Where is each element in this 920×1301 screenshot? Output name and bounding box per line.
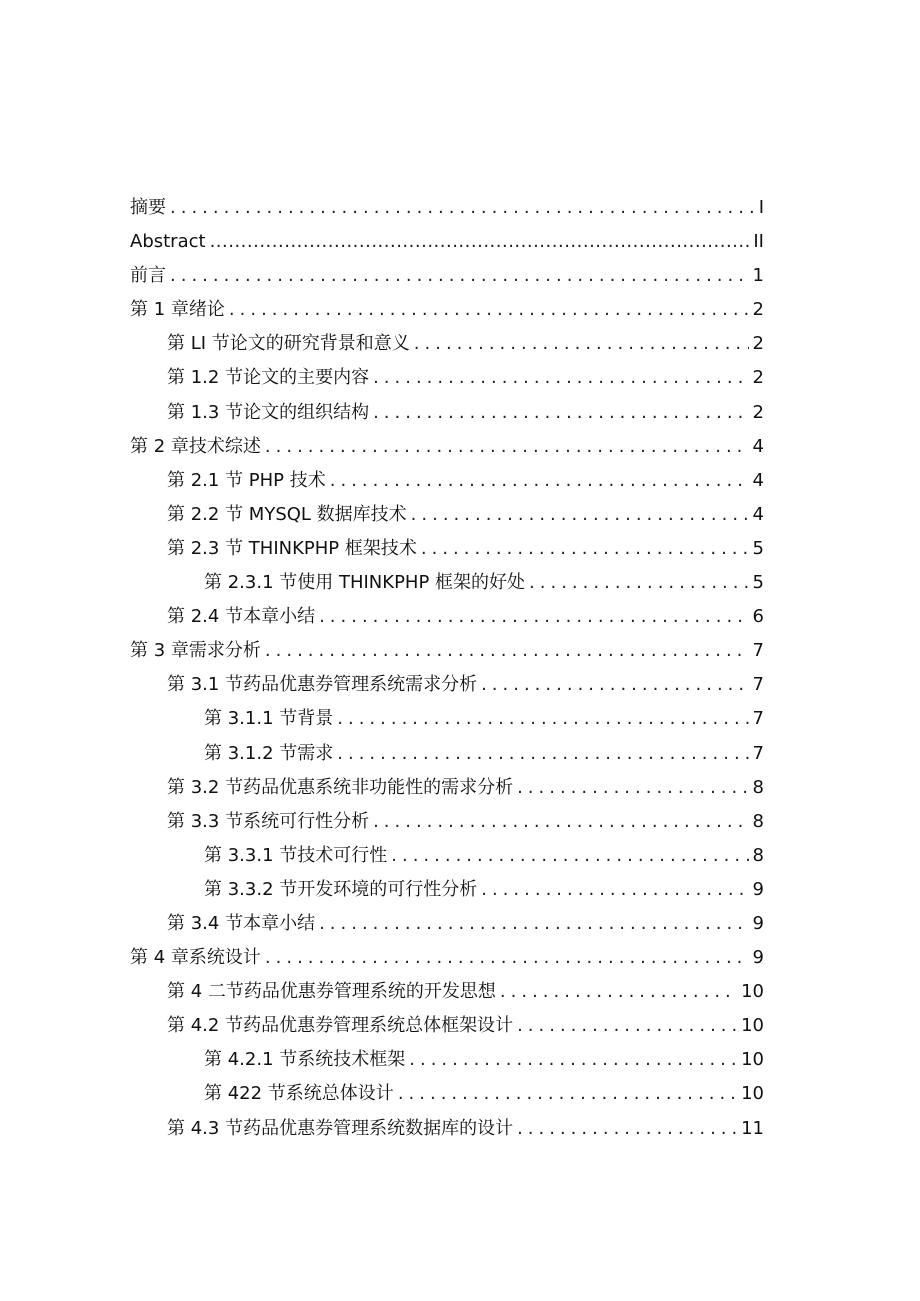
toc-entry-page: I — [758, 197, 764, 218]
toc-entry-section-1-2[interactable] — [130, 361, 764, 395]
toc-entry-title: 摘要 — [130, 197, 166, 218]
toc-dot-leader — [500, 975, 737, 1009]
toc-entry-title: 第 3.1 节药品优惠券管理系统需求分析 — [167, 674, 478, 696]
toc-dot-leader — [421, 532, 749, 566]
toc-dot-leader — [391, 839, 748, 873]
toc-entry-section-2-4[interactable] — [130, 600, 764, 634]
toc-dot-leader — [319, 907, 748, 941]
toc-entry-page: 9 — [752, 912, 764, 934]
toc-entry-page: 7 — [752, 742, 764, 764]
toc-dot-leader — [337, 702, 748, 736]
toc-entry-page: 9 — [752, 878, 764, 900]
toc-entry-chapter-3[interactable] — [130, 634, 764, 668]
toc-dot-leader — [229, 293, 749, 327]
toc-entry-section-2-3[interactable] — [130, 532, 764, 566]
toc-entry-title: 第 3 章需求分析 — [130, 640, 261, 662]
toc-entry-page: 10 — [741, 981, 764, 1003]
toc-dot-leader — [411, 498, 749, 532]
toc-entry-page: 10 — [741, 1083, 764, 1105]
toc-dot-leader — [517, 771, 748, 805]
toc-entry-preface[interactable] — [130, 259, 764, 293]
toc-entry-title: 第 3.3.1 节技术可行性 — [204, 844, 388, 866]
toc-entry-title: 第 4.2.1 节系统技术框架 — [204, 1049, 406, 1071]
toc-dot-leader — [265, 941, 749, 975]
toc-entry-section-3-3-2[interactable] — [130, 873, 764, 907]
toc-entry-section-4-1[interactable] — [130, 975, 764, 1009]
toc-entry-chapter-1[interactable] — [130, 293, 764, 327]
toc-dot-leader — [373, 361, 748, 395]
toc-entry-title: 第 4 二节药品优惠券管理系统的开发思想 — [167, 981, 496, 1003]
toc-entry-section-3-3[interactable] — [130, 805, 764, 839]
toc-entry-title: 第 3.3 节系统可行性分析 — [167, 810, 370, 832]
toc-entry-title: 第 3.4 节本章小结 — [167, 912, 316, 934]
toc-entry-title: 第 2.3.1 节使用 THINKPHP 框架的好处 — [204, 572, 526, 594]
toc-entry-section-1-1[interactable] — [130, 327, 764, 361]
toc-entry-page: 7 — [752, 708, 764, 730]
toc-entry-section-3-1[interactable] — [130, 668, 764, 702]
toc-entry-page: 4 — [752, 503, 764, 525]
toc-entry-section-4-2[interactable] — [130, 1009, 764, 1043]
toc-entry-page: 8 — [752, 844, 764, 866]
toc-entry-title: 第 2.4 节本章小结 — [167, 606, 316, 628]
toc-entry-page: 1 — [752, 265, 764, 287]
toc-entry-page: 6 — [752, 606, 764, 628]
toc-dot-leader — [517, 1009, 737, 1043]
toc-dot-leader — [529, 566, 749, 600]
toc-dot-leader — [409, 1043, 737, 1077]
toc-entry-title: 第 3.1.1 节背景 — [204, 708, 334, 730]
toc-entry-section-4-2-1[interactable] — [130, 1043, 764, 1077]
toc-entry-section-3-1-1[interactable] — [130, 702, 764, 736]
toc-entry-section-2-2[interactable] — [130, 498, 764, 532]
toc-entry-chapter-2[interactable] — [130, 430, 764, 464]
toc-entry-page: 7 — [752, 674, 764, 696]
toc-entry-page: 8 — [752, 810, 764, 832]
toc-dot-leader — [481, 668, 748, 702]
toc-dot-leader — [373, 805, 748, 839]
toc-entry-title: 第 2 章技术综述 — [130, 435, 261, 457]
toc-entry-title: 第 2.2 节 MYSQL 数据库技术 — [167, 503, 407, 525]
toc-entry-section-3-2[interactable] — [130, 771, 764, 805]
toc-entry-page: 10 — [741, 1049, 764, 1071]
toc-entry-page: 8 — [752, 776, 764, 798]
toc-entry-title: 第 3.2 节药品优惠系统非功能性的需求分析 — [167, 776, 514, 798]
toc-dot-leader — [373, 396, 748, 430]
toc-dot-leader — [398, 1077, 737, 1111]
toc-entry-title: Abstract — [130, 231, 206, 253]
toc-entry-title: 第 1 章绪论 — [130, 299, 225, 321]
toc-entry-section-3-4[interactable] — [130, 907, 764, 941]
toc-entry-title: 第 4.3 节药品优惠券管理系统数据库的设计 — [167, 1117, 514, 1139]
table-of-contents — [130, 191, 764, 1146]
toc-entry-title: 第 2.1 节 PHP 技术 — [167, 469, 326, 491]
toc-entry-section-2-1[interactable] — [130, 464, 764, 498]
toc-dot-leader — [517, 1112, 737, 1146]
toc-entry-title: 第 2.3 节 THINKPHP 框架技术 — [167, 537, 417, 559]
toc-entry-page: 2 — [752, 401, 764, 423]
toc-dot-leader — [170, 259, 749, 293]
toc-entry-title: 第 4 章系统设计 — [130, 947, 261, 969]
toc-dot-leader — [265, 634, 749, 668]
toc-dot-leader — [170, 191, 755, 225]
toc-entry-page: 2 — [752, 367, 764, 389]
toc-entry-title: 第 1.2 节论文的主要内容 — [167, 367, 370, 389]
toc-entry-section-4-3[interactable] — [130, 1112, 764, 1146]
toc-entry-section-4-2-2[interactable] — [130, 1077, 764, 1111]
toc-entry-page: 10 — [741, 1015, 764, 1037]
toc-entry-page: 2 — [752, 333, 764, 355]
toc-entry-chapter-4[interactable] — [130, 941, 764, 975]
toc-entry-title: 第 3.3.2 节开发环境的可行性分析 — [204, 878, 478, 900]
toc-entry-page: 2 — [752, 299, 764, 321]
toc-dot-leader — [319, 600, 748, 634]
toc-dot-leader — [330, 464, 749, 498]
toc-entry-abstract-en[interactable] — [130, 225, 764, 259]
toc-entry-title: 第 3.1.2 节需求 — [204, 742, 334, 764]
toc-dot-leader — [210, 225, 750, 259]
toc-dot-leader — [265, 430, 749, 464]
toc-entry-abstract-cn[interactable] — [130, 191, 764, 225]
toc-entry-title: 第 422 节系统总体设计 — [204, 1083, 394, 1105]
toc-entry-page: 5 — [752, 572, 764, 594]
toc-entry-page: 11 — [741, 1117, 764, 1139]
toc-entry-page: 9 — [752, 947, 764, 969]
toc-entry-title: 前言 — [130, 265, 166, 287]
toc-entry-page: II — [753, 231, 764, 253]
toc-entry-title: 第 4.2 节药品优惠券管理系统总体框架设计 — [167, 1015, 514, 1037]
toc-entry-section-3-1-2[interactable] — [130, 737, 764, 771]
toc-entry-page: 5 — [752, 537, 764, 559]
toc-entry-page: 7 — [752, 640, 764, 662]
toc-dot-leader — [337, 737, 748, 771]
toc-entry-section-1-3[interactable] — [130, 396, 764, 430]
toc-dot-leader — [414, 327, 749, 361]
toc-entry-section-3-3-1[interactable] — [130, 839, 764, 873]
toc-entry-page: 4 — [752, 469, 764, 491]
toc-entry-section-2-3-1[interactable] — [130, 566, 764, 600]
toc-dot-leader — [481, 873, 748, 907]
toc-entry-page: 4 — [752, 435, 764, 457]
toc-entry-title: 第 1.3 节论文的组织结构 — [167, 401, 370, 423]
toc-entry-title: 第 LI 节论文的研究背景和意义 — [167, 333, 410, 355]
